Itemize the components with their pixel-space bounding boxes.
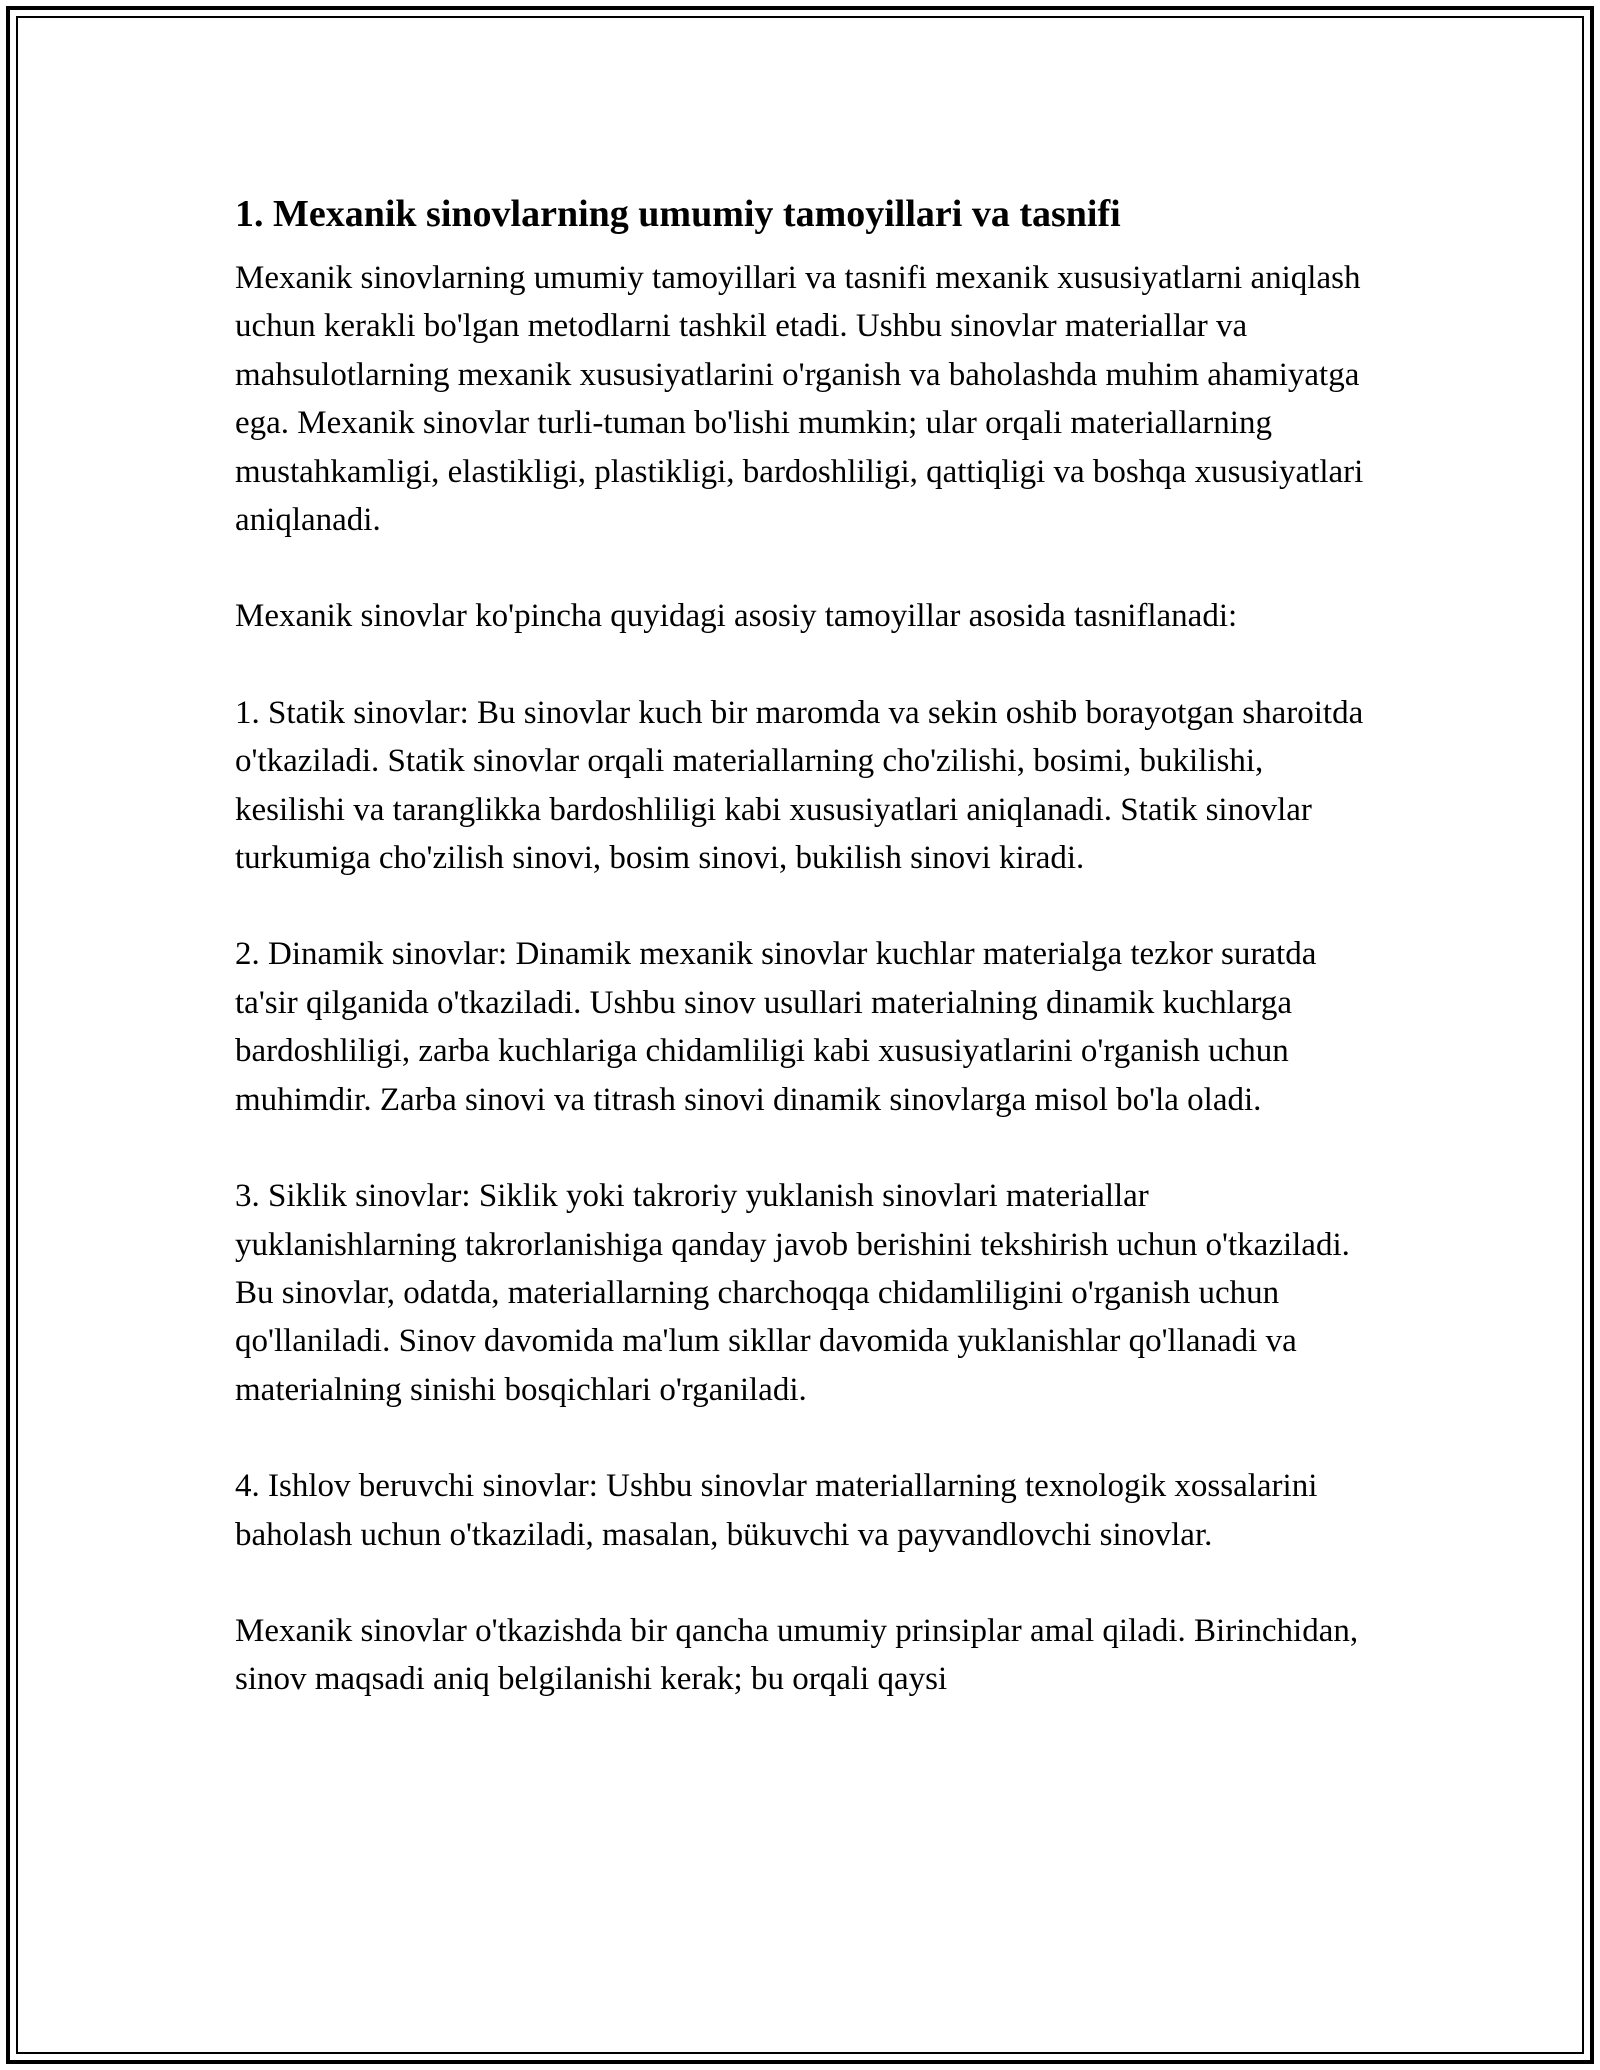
paragraph-static-tests: 1. Statik sinovlar: Bu sinovlar kuch bir maromda va sekin oshib borayotgan sharoitda o'tkaziladi. Statik sinovlar orqali materiallarning cho'zilishi, bosimi, bukilishi, kesilishi va taranglikka bardoshliligi kabi xususiyatlari aniqlanadi. Statik sinovlar turkumiga cho'zilish sinovi, bosim sinovi, bukilish sinovi kiradi. bbox=[235, 694, 1364, 877]
section-heading: 1. Mexanik sinovlarning umumiy tamoyillari va tasnifi bbox=[235, 193, 1121, 235]
paragraph-classification-lead: Mexanik sinovlar ko'pincha quyidagi asosiy tamoyillar asosida tasniflanadi: bbox=[235, 598, 1238, 635]
paragraph-dynamic-tests: 2. Dinamik sinovlar: Dinamik mexanik sinovlar kuchlar materialga tezkor suratda ta'sir qilganida o'tkaziladi. Ushbu sinov usullari materialning dinamik kuchlarga bardoshliligi, zarba kuchlariga chidamliligi kabi xususiyatlarini o'rganish uchun muhimdir. Zarba sinovi va titrash sinovi dinamik sinovlarga misol bo'la oladi. bbox=[235, 936, 1317, 1118]
document-body bbox=[235, 190, 1365, 1752]
paragraph-principles: Mexanik sinovlar o'tkazishda bir qancha umumiy prinsiplar amal qiladi. Birinchidan, sinov maqsadi aniq belgilanishi kerak; bu orqali qaysi bbox=[235, 1612, 1359, 1698]
paragraph-intro: Mexanik sinovlarning umumiy tamoyillari va tasnifi mexanik xususiyatlarni aniqlash uchun kerakli bo'lgan metodlarni tashkil etadi. Ushbu sinovlar materiallar va mahsulotlarning mexanik xususiyatlarini o'rganish va baholashda muhim ahamiyatga ega. Mexanik sinovlar turli-tuman bo'lishi mumkin; ular orqali materiallarning mustahkamligi, elastikligi, plastikligi, bardoshliligi, qattiqligi va boshqa xususiyatlari aniqlanadi. bbox=[235, 260, 1364, 539]
paragraph-cyclic-tests: 3. Siklik sinovlar: Siklik yoki takroriy yuklanish sinovlari materiallar yuklanishlarning takrorlanishiga qanday javob berishini tekshirish uchun o'tkaziladi. Bu sinovlar, odatda, materiallarning charchoqqa chidamliligini o'rganish uchun qo'llaniladi. Sinov davomida ma'lum sikllar davomida yuklanishlar qo'llanadi va materialning sinishi bosqichlari o'rganiladi. bbox=[235, 1178, 1350, 1408]
paragraph-processing-tests: 4. Ishlov beruvchi sinovlar: Ushbu sinovlar materiallarning texnologik xossalarini baholash uchun o'tkaziladi, masalan, bükuvchi va payvandlovchi sinovlar. bbox=[235, 1468, 1318, 1553]
